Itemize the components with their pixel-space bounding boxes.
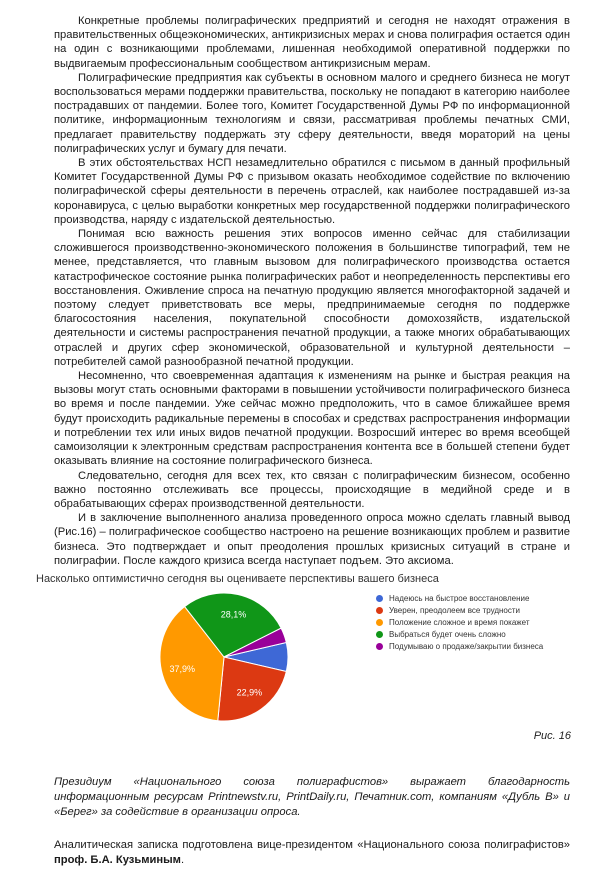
paragraph: В этих обстоятельствах НСП незамедлительно обратился с письмом в данный профильный Комитет Государственной Думы РФ с призывом оказать необходимое содействие по включению полиграфической сферы деятельности в перечень отраслей, как наиболее пострадавшей из-за коронавируса, с целью выработки конкретных мер государственной поддержки полиграфического производства, наряду с издательской деятельностью. bbox=[54, 157, 570, 226]
pie-slice-label: 22,9% bbox=[236, 687, 263, 698]
legend-label: Выбраться будет очень сложно bbox=[389, 630, 506, 639]
paragraph: Несомненно, что своевременная адаптация к изменениям на рынке и быстрая реакция на вызовы могут стать основными факторами в повышении устойчивости полиграфического бизнеса во время и после пандемии. Уже сейчас можно предположить, что в самое ближайшее время будут происходить радикальные перемены в способах и средствах распространения информации и потреблении тех или иных видов печатной продукции. Возросший интерес во время всеобщей самоизоляции к электронным средствам распространения контента все в большей степени будет оказывать влияние на состояние полиграфического бизнеса. bbox=[54, 370, 570, 468]
legend-item bbox=[376, 629, 576, 641]
legend-swatch bbox=[376, 607, 383, 614]
author-note-text: Аналитическая записка подготовлена вице-президентом «Национального союза полиграфистов» bbox=[54, 839, 570, 851]
pie-slice-label: 28,1% bbox=[220, 609, 247, 620]
author-note-period: . bbox=[180, 854, 185, 866]
article-body bbox=[54, 14, 570, 568]
pie-chart bbox=[36, 585, 576, 725]
legend-swatch bbox=[376, 631, 383, 638]
legend-item bbox=[376, 605, 576, 617]
legend-swatch bbox=[376, 595, 383, 602]
legend-swatch bbox=[376, 619, 383, 626]
acknowledgement: Президиум «Национального союза полиграфистов» выражает благодарность информационным ресурсам Printnewstv.ru, PrintDaily.ru, Печатник.com, компаниям «Дубль В» и «Берег» за содействие в организации опроса. bbox=[54, 776, 570, 818]
legend-label: Уверен, преодолеем все трудности bbox=[389, 606, 520, 615]
chart-legend bbox=[376, 593, 576, 653]
legend-item bbox=[376, 593, 576, 605]
legend-label: Подумываю о продаже/закрытии бизнеса bbox=[389, 642, 544, 651]
paragraph: Следовательно, сегодня для всех тех, кто связан с полиграфическим бизнесом, особенно важно постоянно отслеживать все процессы, происходящие в медийной среде и в обрабатывающих сферах производственной деятельности. bbox=[54, 469, 570, 510]
legend-label: Положение сложное и время покажет bbox=[389, 618, 530, 627]
legend-item bbox=[376, 617, 576, 629]
chart-title: Насколько оптимистично сегодня вы оцениваете перспективы вашего бизнеса bbox=[36, 573, 439, 585]
legend-swatch bbox=[376, 643, 383, 650]
figure-caption: Рис. 16 bbox=[533, 730, 571, 742]
legend-item bbox=[376, 641, 576, 653]
pie-chart-svg bbox=[36, 585, 356, 725]
pie-slice-label: 37,9% bbox=[169, 664, 195, 675]
paragraph: Полиграфические предприятия как субъекты в основном малого и среднего бизнеса не могут воспользоваться мерами поддержки правительства, поскольку не попадают в категорию наиболее пострадавших от пандемии. Более того, Комитет Государственной Думы РФ по информационной политике, информационным технологиям и связи, рассматривая проблемы печатных СМИ, предлагает правительству поддержать эту сферу деятельности, введя мораторий на цены полиграфических услуг и бумагу для печати. bbox=[54, 71, 570, 155]
author-name: проф. Б.А. Кузьминым bbox=[54, 854, 181, 866]
paragraph: Понимая всю важность решения этих вопросов именно сейчас для стабилизации сложившегося производственно-экономического положения в большинстве типографий, тем не менее, представляется, что главным вызовом для полиграфического производства остается катастрофическое состояние рынка полиграфических работ и неопределенность перспективы его восстановления. Оживление спроса на печатную продукцию является многофакторной задачей и поэтому следует приветствовать все меры, предпринимаемые сегодня по поддержке благосостояния населения, покупательной способности домохозяйств, издательской деятельности и системы распространения печатной продукции, а также многих обрабатывающих отраслей и других сфер экономической, образовательной и культурной деятельности – потребителей самой разнообразной печатной продукции. bbox=[54, 228, 570, 368]
legend-label: Надеюсь на быстрое восстановление bbox=[389, 594, 530, 603]
author-note bbox=[54, 838, 570, 868]
paragraph: И в заключение выполненного анализа проведенного опроса можно сделать главный вывод (Рис.16) – полиграфическое сообщество настроено на решение возникающих проблем и развитие бизнеса. Это подтверждает и опыт преодоления прошлых кризисных ситуаций в стране и полиграфии. После каждого кризиса всегда наступает подъем. Это аксиома. bbox=[54, 512, 570, 567]
paragraph: Конкретные проблемы полиграфических предприятий и сегодня не находят отражения в правительственных общеэкономических, антикризисных мерах и снова полиграфия остается один на один с возникающими проблемами, лишенная необходимой оперативной поддержки по выдвигаемым профессиональным сообществом антикризисным мерам. bbox=[54, 15, 570, 70]
